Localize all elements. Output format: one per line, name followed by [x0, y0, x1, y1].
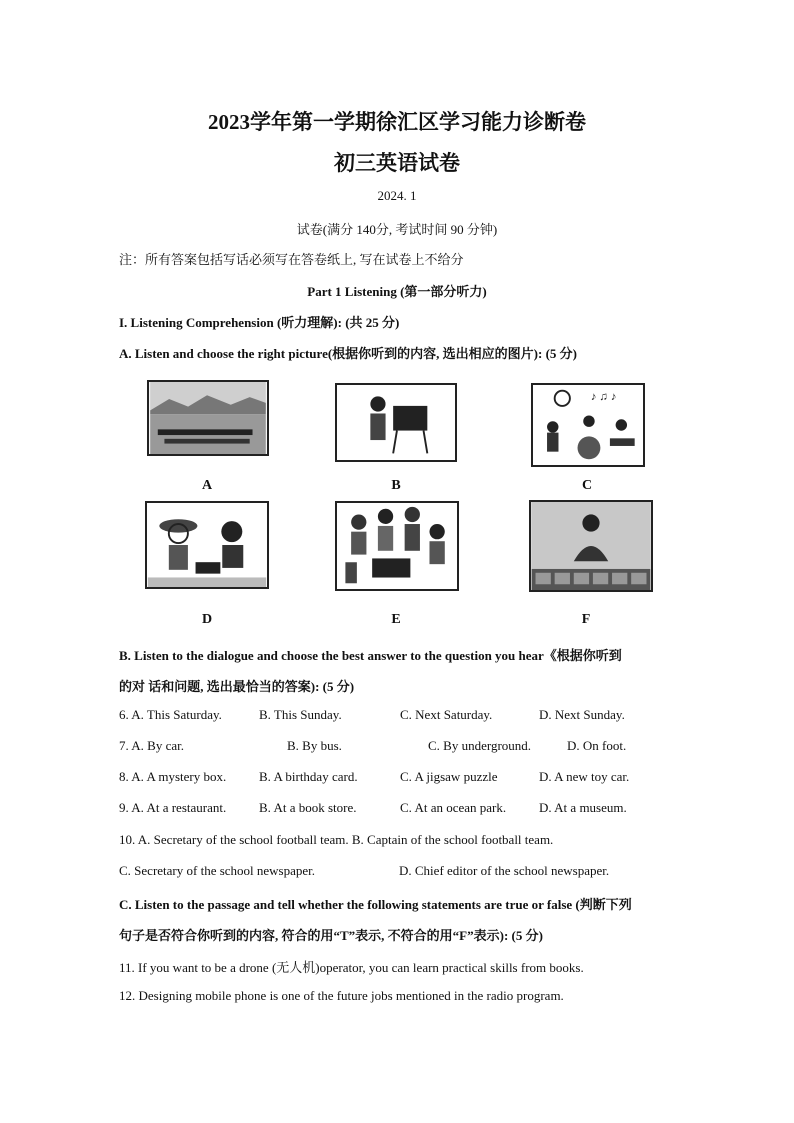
- children-playing-picture: [145, 501, 269, 589]
- q8-option-a: 8. A. A mystery box.: [119, 769, 227, 784]
- q9-option-a: 9. A. At a restaurant.: [119, 800, 227, 815]
- q9-option-d: D. At a museum.: [539, 800, 627, 815]
- q9-option-c: C. At an ocean park.: [400, 800, 507, 815]
- teacher-blackboard-picture: [335, 383, 457, 462]
- section-c-heading-line2: 句子是否符合你听到的内容, 符合的用“T”表示, 不符合的用“F”表示): (5 分): [119, 928, 543, 943]
- exam-note: 注：所有答案包括写话必须写在答卷纸上, 写在试卷上不给分: [119, 252, 464, 267]
- q11-statement: 11. If you want to be a drone (无人机)operator, you can learn practical skills from books.: [119, 960, 584, 975]
- section-a-heading: A. Listen and choose the right picture(根据你听到的内容, 选出相应的图片): (5 分): [119, 346, 577, 361]
- picture-label-b: B: [391, 478, 401, 493]
- picture-label-d: D: [201, 612, 213, 627]
- section-b-heading-line1: B. Listen to the dialogue and choose the best answer to the question you hear《根据你听到: [119, 648, 622, 663]
- band-music-picture: [531, 383, 645, 467]
- part1-heading: Part 1 Listening (第一部分听力): [307, 284, 487, 299]
- picture-label-a: A: [201, 478, 213, 493]
- section-c-heading-line1: C. Listen to the passage and tell whether the following statements are true or false (判断下列: [119, 897, 632, 912]
- q10-option-c: C. Secretary of the school newspaper.: [119, 863, 316, 878]
- picture-label-e: E: [391, 612, 401, 627]
- exam-date: 2024. 1: [377, 188, 417, 203]
- q6-option-a: 6. A. This Saturday.: [119, 707, 222, 722]
- q7-option-b: B. By bus.: [287, 738, 342, 753]
- video-meeting-picture: [529, 500, 653, 592]
- q7-option-d: D. On foot.: [567, 738, 627, 753]
- svg-text:♪ ♫ ♪: ♪ ♫ ♪: [590, 391, 617, 404]
- q7-option-a: 7. A. By car.: [119, 738, 184, 753]
- q8-option-b: B. A birthday card.: [259, 769, 358, 784]
- q6-option-b: B. This Sunday.: [259, 707, 342, 722]
- travelers-luggage-picture: [335, 501, 459, 591]
- exam-subtitle: 初三英语试卷: [334, 151, 460, 175]
- q6-option-c: C. Next Saturday.: [400, 707, 493, 722]
- section-b-heading-line2: 的对 话和问题, 选出最恰当的答案): (5 分): [119, 679, 355, 694]
- q10-option-d: D. Chief editor of the school newspaper.: [399, 863, 610, 878]
- q10-line1: 10. A. Secretary of the school football team. B. Captain of the school football team.: [119, 832, 554, 847]
- q12-statement: 12. Designing mobile phone is one of the future jobs mentioned in the radio program.: [119, 988, 564, 1003]
- exam-title: 2023学年第一学期徐汇区学习能力诊断卷: [208, 110, 586, 134]
- exam-info: 试卷(满分 140分, 考试时间 90 分钟): [296, 222, 498, 237]
- q7-option-c: C. By underground.: [428, 738, 532, 753]
- picture-label-f: F: [581, 612, 591, 627]
- boat-race-picture: [147, 380, 269, 456]
- section-1-heading: I. Listening Comprehension (听力理解): (共 25 分): [119, 315, 400, 330]
- q8-option-d: D. A new toy car.: [539, 769, 630, 784]
- q9-option-b: B. At a book store.: [259, 800, 357, 815]
- q6-option-d: D. Next Sunday.: [539, 707, 625, 722]
- picture-label-c: C: [581, 478, 593, 493]
- q8-option-c: C. A jigsaw puzzle: [400, 769, 498, 784]
